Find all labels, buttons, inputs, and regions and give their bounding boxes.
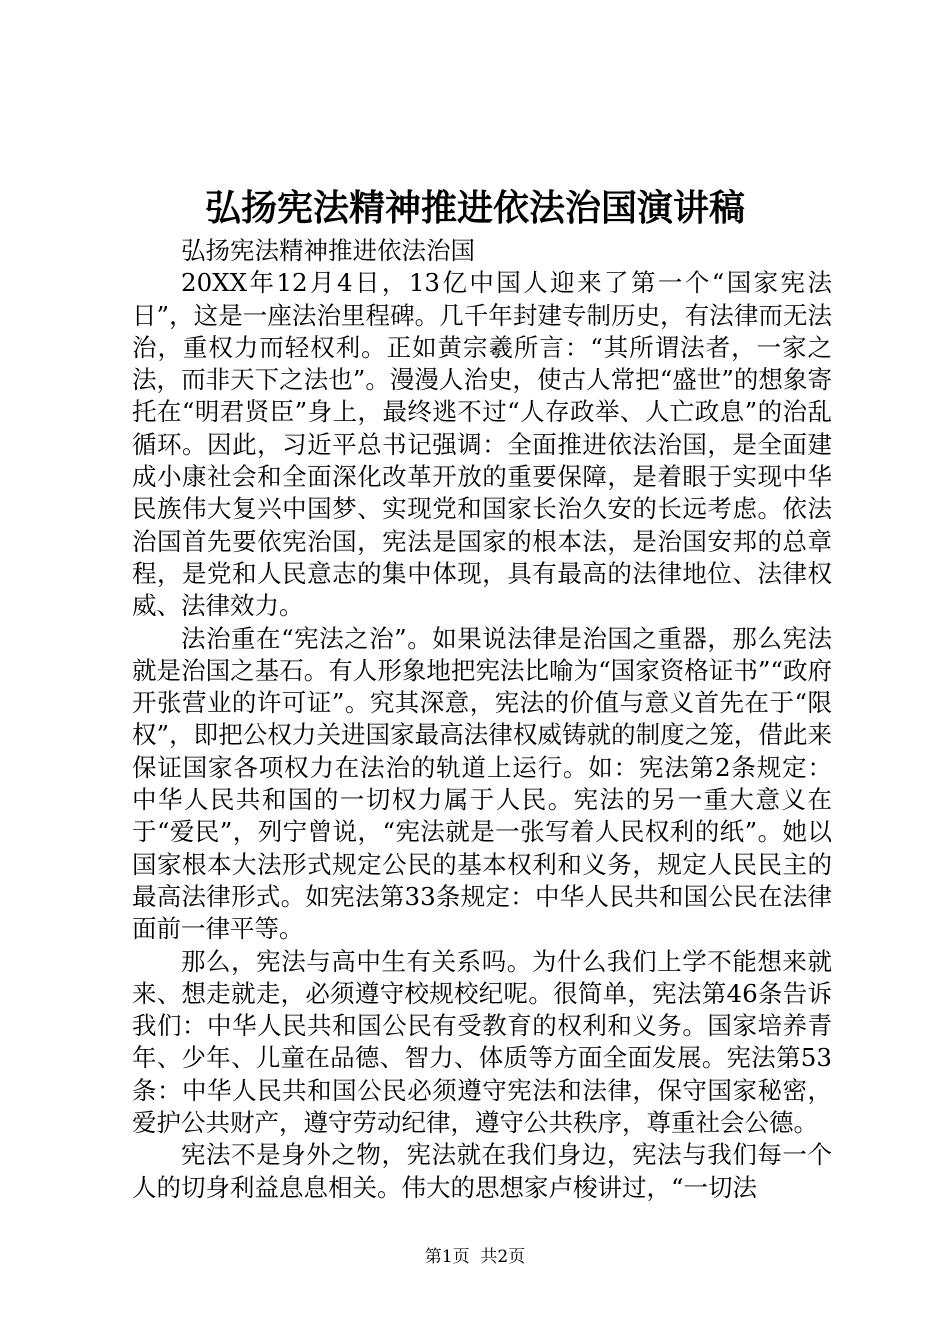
document-title: 弘扬宪法精神推进依法治国演讲稿 [204,187,745,229]
page-footer: 第1页 共2页 [424,1247,526,1267]
body-paragraph-4: 宪法不是身外之物，宪法就在我们身边，宪法与我们每一个人的切身利益息息相关。伟大的思想家卢梭讲过，“一切法 [132,1140,832,1202]
subtitle-paragraph: 弘扬宪法精神推进依法治国 [181,236,475,265]
body-paragraph-2: 法治重在“宪法之治”。如果说法律是治国之重器，那么宪法就是治国之基石。有人形象地把宪法比喻为“国家资格证书”“政府开张营业的许可证”。究其深意，宪法的价值与意义首先在于“限权”，即把公权力关进国家最高法律权威铸就的制度之笼，借此来保证国家各项权力在法治的轨道上运行。如：宪法第2条规定：中华人民共和国的一切权力属于人民。宪法的另一重大意义在于“爱民”，列宁曾说，“宪法就是一张写着人民权利的纸”。她以国家根本大法形式规定公民的基本权利和义务，规定人民民主的最高法律形式。如宪法第33条规定：中华人民共和国公民在法律面前一律平等。 [132,623,832,944]
body-paragraph-1: 20XX年12月4日，13亿中国人迎来了第一个“国家宪法日”，这是一座法治里程碑。几千年封建专制历史，有法律而无法治，重权力而轻权利。正如黄宗羲所言：“其所谓法者，一家之法，而非天下之法也”。漫漫人治史，使古人常把“盛世”的想象寄托在“明君贤臣”身上，最终逃不过“人存政举、人亡政息”的治乱循环。因此，习近平总书记强调：全面推进依法治国，是全面建成小康社会和全面深化改革开放的重要保障，是着眼于实现中华民族伟大复兴中国梦、实现党和国家长治久安的长远考虑。依法治国首先要依宪治国，宪法是国家的根本法，是治国安邦的总章程，是党和人民意志的集中体现，具有最高的法律地位、法律权威、法律效力。 [132,268,832,621]
body-paragraph-3: 那么，宪法与高中生有关系吗。为什么我们上学不能想来就来、想走就走，必须遵守校规校纪呢。很简单，宪法第46条告诉我们：中华人民共和国公民有受教育的权利和义务。国家培养青年、少年、儿童在品德、智力、体质等方面全面发展。宪法第53条：中华人民共和国公民必须遵守宪法和法律，保守国家秘密，爱护公共财产，遵守劳动纪律，遵守公共秩序，尊重社会公德。 [132,946,832,1138]
document-body [132,235,832,1204]
